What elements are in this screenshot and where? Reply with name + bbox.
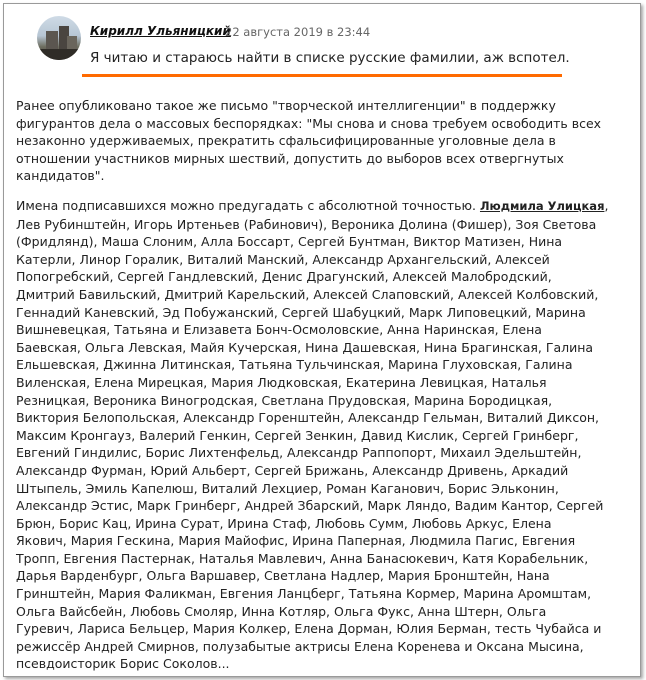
comment-card bbox=[3, 3, 641, 677]
quote-line: Ельшевская, Джинна Литинская, Татьяна Тульчинская, Марина Глуховская, Галина bbox=[16, 357, 573, 373]
quote-line: Евгений Гиндилис, Борис Лихтенфельд, Александр Раппопорт, Михаил Эдельштейн, bbox=[16, 445, 582, 461]
quote-line: Максим Кронгауз, Валерий Генкин, Сергей Зенкин, Давид Кислик, Сергей Гринберг, bbox=[16, 427, 579, 443]
quote-line: Брюн, Борис Кац, Ирина Сурат, Ирина Стаф, Любовь Сумм, Любовь Аркус, Елена bbox=[16, 515, 552, 531]
quote-paragraph-2 bbox=[16, 197, 631, 673]
comment-text: Я читаю и стараюсь найти в списке русские фамилии, аж вспотел. bbox=[90, 50, 570, 66]
comma: , bbox=[604, 198, 609, 213]
quote-line: Баевская, Ольга Левская, Майя Кучерская, Нина Дашевская, Нина Брагинская, Галина bbox=[16, 339, 594, 355]
quote-line-first bbox=[16, 197, 631, 216]
quote-line: Гуревич, Лариса Бельцер, Мария Колкер, Елена Дорман, Юлия Берман, тесть Чубайса и bbox=[16, 621, 602, 637]
comment-date: 22 августа 2019 в 23:44 bbox=[225, 25, 371, 39]
highlight-underline bbox=[82, 74, 562, 77]
quote-line: Катерли, Линор Горалик, Виталий Манский, Александр Архангельский, Алексей bbox=[16, 251, 550, 267]
quote-line: отношении участников мирных шествий, допустить до выборов всех отвергнутых bbox=[16, 150, 564, 166]
quote-line: режиссёр Андрей Смирнов, полузабытые актрисы Елена Коренева и Оксана Мысина, bbox=[16, 638, 584, 654]
quote-line: Виктория Белопольская, Александр Горенштейн, Александр Гельман, Виталий Диксон, bbox=[16, 410, 599, 426]
highlighted-name: Людмила Улицкая bbox=[479, 199, 605, 213]
quote-line: Якович, Мария Гескина, Мария Майофис, Ирина Паперная, Людмила Пагис, Евгения bbox=[16, 533, 576, 549]
user-avatar[interactable] bbox=[37, 16, 81, 60]
quote-line: Ранее опубликовано такое же письмо "творческой интеллигенции" в поддержку bbox=[16, 98, 556, 113]
quote-line: Геннадий Каневский, Эд Побужанский, Сергей Шабуцкий, Марк Липовецкий, Марина bbox=[16, 304, 586, 320]
quote-paragraph-1 bbox=[16, 97, 631, 185]
quote-line: Тропп, Евгения Пастернак, Наталья Мавлевич, Анна Банасюкевич, Катя Корабельник, bbox=[16, 550, 589, 566]
author-name-link[interactable]: Кирилл Ульяницкий bbox=[90, 24, 231, 38]
quote-line: Дарья Варденбург, Ольга Варшавер, Светлана Надлер, Мария Бронштейн, Нана bbox=[16, 568, 550, 584]
intro-text: Имена подписавшихся можно предугадать с абсолютной точностью. bbox=[16, 198, 476, 213]
quote-line: Вишневецкая, Татьяна и Елизавета Бонч-Осмоловские, Анна Наринская, Елена bbox=[16, 322, 542, 338]
quote-line: незаконно удерживаемых, прекратить сфальсифицированные уголовные дела в bbox=[16, 133, 556, 149]
quote-line: Гринштейн, Мария Фаликман, Евгения Ланцберг, Татьяна Кормер, Марина Аромштам, bbox=[16, 586, 592, 602]
quote-line: псевдоисторик Борис Соколов... bbox=[16, 656, 230, 672]
quote-line: Попогребский, Сергей Гандлевский, Денис Драгунский, Алексей Малобродский, bbox=[16, 269, 552, 285]
quote-line: Александр Фурман, Юрий Альберт, Сергей Брижань, Александр Дривень, Аркадий bbox=[16, 462, 569, 478]
quote-line: Ольга Вайсбейн, Любовь Смоляр, Инна Котляр, Ольга Фукс, Анна Штерн, Ольга bbox=[16, 603, 547, 619]
quote-line: кандидатов". bbox=[16, 168, 105, 184]
quote-line: фигурантов дела о массовых беспорядках: "Мы снова и снова требуем освободить всех bbox=[16, 115, 602, 131]
quote-line: (Фридлянд), Маша Слоним, Алла Боссарт, Сергей Бунтман, Виктор Матизен, Нина bbox=[16, 234, 563, 250]
quote-line: Виленская, Елена Мирецкая, Мария Людковская, Екатерина Левицкая, Наталья bbox=[16, 374, 547, 390]
quote-line: Александр Эстис, Марк Гринберг, Андрей Збарский, Марк Ляндо, Вадим Кантор, Сергей bbox=[16, 498, 604, 514]
quote-line: Резницкая, Вероника Виногродская, Светлана Прудовская, Марина Бородицкая, bbox=[16, 392, 553, 408]
quote-line: Дмитрий Бавильский, Дмитрий Карельский, Алексей Слаповский, Алексей Колбовский, bbox=[16, 286, 599, 302]
quote-line: Штыпель, Эмиль Капелюш, Виталий Лехциер, Роман Каганович, Борис Эльконин, bbox=[16, 480, 559, 496]
quote-line: Лев Рубинштейн, Игорь Иртеньев (Рабинович), Вероника Долина (Фишер), Зоя Светова bbox=[16, 216, 597, 232]
